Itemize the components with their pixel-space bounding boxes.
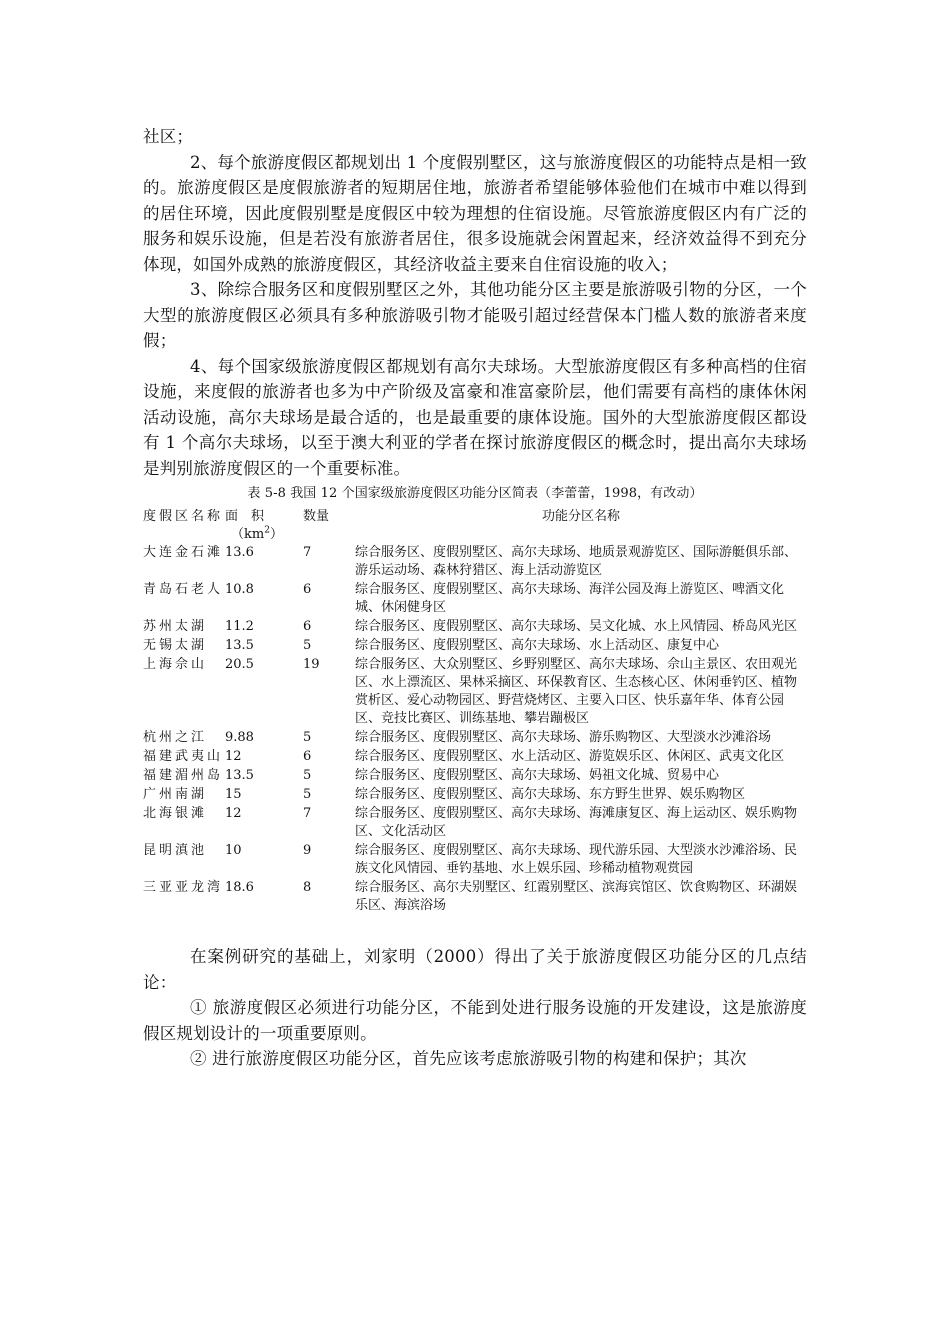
cell-name: 福建湄州岛 bbox=[143, 768, 224, 783]
table-caption: 表 5-8 我国 12 个国家级旅游度假区功能分区简表（李蕾蕾，1998，有改动） bbox=[247, 486, 703, 501]
cell-count: 6 bbox=[303, 749, 312, 764]
paragraph-2: 3、除综合服务区和度假别墅区之外，其他功能分区主要是旅游吸引物的分区，一个大型的旅游度假区必须具有多种旅游吸引物才能吸引超过经营保本门槛人数的旅游者来度假； bbox=[143, 280, 807, 350]
spacer bbox=[143, 916, 807, 944]
header-name: 度假区名称 bbox=[143, 509, 224, 524]
cell-functions: 综合服务区、度假别墅区、高尔夫球场、游乐购物区、大型淡水沙滩浴场 bbox=[355, 730, 772, 745]
cell-area: 11.2 bbox=[225, 619, 254, 634]
paragraph-5: ① 旅游度假区必须进行功能分区，不能到处进行服务设施的开发建设，这是旅游度假区规划设计的一项重要原则。 bbox=[143, 998, 807, 1043]
cell-count: 5 bbox=[303, 730, 312, 745]
table-row bbox=[143, 581, 807, 618]
document-page bbox=[143, 124, 807, 1072]
cell-name: 昆明滇池 bbox=[143, 843, 208, 858]
cell-area: 18.6 bbox=[225, 880, 254, 895]
cell-functions: 综合服务区、度假别墅区、高尔夫球场、妈祖文化城、贸易中心 bbox=[355, 768, 720, 783]
cell-functions: 综合服务区、大众别墅区、乡野别墅区、高尔夫球场、佘山主景区、农田观光区、水上漂流区、果林采摘区、环保教育区、生态核心区、休闲垂钓区、植物赏析区、爱心动物园区、野营烧烤区、主要入口区、快乐嘉年华、体育公园区、竞技比赛区、训练基地、攀岩蹦极区 bbox=[355, 657, 798, 726]
table-row bbox=[143, 656, 807, 729]
table-header-row bbox=[143, 508, 807, 544]
cell-count: 5 bbox=[303, 768, 312, 783]
table-row bbox=[143, 805, 807, 842]
cell-functions: 综合服务区、度假别墅区、高尔夫球场、海滩康复区、海上运动区、娱乐购物区、文化活动区 bbox=[355, 806, 798, 839]
cell-functions: 综合服务区、度假别墅区、高尔夫球场、东方野生世界、娱乐购物区 bbox=[355, 787, 746, 802]
header-area-label: 面 积 bbox=[225, 509, 265, 524]
table-row bbox=[143, 544, 807, 581]
cell-area: 13.5 bbox=[225, 768, 254, 783]
paragraph-4: 在案例研究的基础上，刘家明（2000）得出了关于旅游度假区功能分区的几点结论： bbox=[143, 947, 807, 992]
cell-functions: 综合服务区、高尔夫别墅区、红霞别墅区、滨海宾馆区、饮食购物区、环湖娱乐区、海滨浴场 bbox=[355, 880, 798, 913]
cell-functions: 综合服务区、度假别墅区、高尔夫球场、水上活动区、康复中心 bbox=[355, 638, 720, 653]
cell-name: 青岛石老人 bbox=[143, 582, 224, 597]
cell-name: 无锡太湖 bbox=[143, 638, 208, 653]
cell-name: 三亚亚龙湾 bbox=[143, 880, 224, 895]
resort-function-table bbox=[143, 508, 807, 916]
cell-name: 福建武夷山 bbox=[143, 749, 224, 764]
cell-area: 12 bbox=[225, 749, 242, 764]
cell-count: 6 bbox=[303, 582, 312, 597]
table-row bbox=[143, 879, 807, 916]
header-area-unit: $(km^2)$ bbox=[231, 525, 283, 542]
cell-area: 20.5 bbox=[225, 657, 254, 672]
table-row bbox=[143, 618, 807, 637]
cell-name: 大连金石滩 bbox=[143, 545, 224, 560]
header-functions: 功能分区名称 bbox=[541, 509, 620, 524]
header-count: 数量 bbox=[303, 509, 330, 524]
cell-area: 15 bbox=[225, 787, 242, 802]
cell-name: 广州南湖 bbox=[143, 787, 208, 802]
cell-area: 10.8 bbox=[225, 582, 254, 597]
body-text-top bbox=[143, 124, 807, 481]
cell-area: 13.6 bbox=[225, 545, 254, 560]
cell-name: 苏州太湖 bbox=[143, 619, 208, 634]
cell-name: 北海银滩 bbox=[143, 806, 208, 821]
cell-count: 9 bbox=[303, 843, 312, 858]
cell-functions: 综合服务区、度假别墅区、水上活动区、游览娱乐区、休闲区、武夷文化区 bbox=[355, 749, 785, 764]
cell-name: 杭州之江 bbox=[143, 730, 208, 745]
table-body bbox=[143, 544, 807, 916]
paragraph-0: 社区； bbox=[143, 127, 194, 146]
cell-count: 5 bbox=[303, 787, 312, 802]
cell-name: 上海佘山 bbox=[143, 657, 208, 672]
body-text-bottom bbox=[143, 944, 807, 1072]
table-row bbox=[143, 729, 807, 748]
cell-functions: 综合服务区、度假别墅区、高尔夫球场、地质景观游览区、国际游艇俱乐部、游乐运动场、森林狩猎区、海上活动游览区 bbox=[355, 545, 798, 578]
cell-count: 19 bbox=[303, 657, 320, 672]
table-row bbox=[143, 767, 807, 786]
cell-area: 10 bbox=[225, 843, 242, 858]
cell-count: 6 bbox=[303, 619, 312, 634]
header-area bbox=[225, 508, 303, 544]
cell-functions: 综合服务区、度假别墅区、高尔夫球场、吴文化城、水上风情园、桥岛风光区 bbox=[355, 619, 798, 634]
table-row bbox=[143, 786, 807, 805]
table-row bbox=[143, 637, 807, 656]
paragraph-1: 2、每个旅游度假区都规划出 1 个度假别墅区，这与旅游度假区的功能特点是相一致的。旅游度假区是度假旅游者的短期居住地，旅游者希望能够体验他们在城市中难以得到的居住环境，因此度假别墅是度假区中较为理想的住宿设施。尽管旅游度假区内有广泛的服务和娱乐设施，但是若没有旅游者居住，很多设施就会闲置起来，经济效益得不到充分体现，如国外成熟的旅游度假区，其经济收益主要来自住宿设施的收入； bbox=[143, 152, 807, 274]
table-row bbox=[143, 842, 807, 879]
table-row bbox=[143, 748, 807, 767]
cell-count: 7 bbox=[303, 806, 312, 821]
cell-functions: 综合服务区、度假别墅区、高尔夫球场、现代游乐园、大型淡水沙滩浴场、民族文化风情园、垂钓基地、水上娱乐园、珍稀动植物观赏园 bbox=[355, 843, 798, 876]
cell-area: 12 bbox=[225, 806, 242, 821]
cell-area: 13.5 bbox=[225, 638, 254, 653]
cell-count: 7 bbox=[303, 545, 312, 560]
paragraph-3: 4、每个国家级旅游度假区都规划有高尔夫球场。大型旅游度假区有多种高档的住宿设施，来度假的旅游者也多为中产阶级及富豪和准富豪阶层，他们需要有高档的康体休闲活动设施，高尔夫球场是最合适的，也是最重要的康体设施。国外的大型旅游度假区都设有 1 个高尔夫球场，以至于澳大利亚的学者在探讨旅游度假区的概念时，提出高尔夫球场是判别旅游度假区的一个重要标准。 bbox=[143, 356, 807, 478]
cell-area: 9.88 bbox=[225, 730, 254, 745]
paragraph-6: ② 进行旅游度假区功能分区，首先应该考虑旅游吸引物的构建和保护；其次 bbox=[190, 1049, 747, 1068]
cell-count: 8 bbox=[303, 880, 312, 895]
cell-functions: 综合服务区、度假别墅区、高尔夫球场、海洋公园及海上游览区、啤酒文化城、休闲健身区 bbox=[355, 582, 785, 615]
cell-count: 5 bbox=[303, 638, 312, 653]
